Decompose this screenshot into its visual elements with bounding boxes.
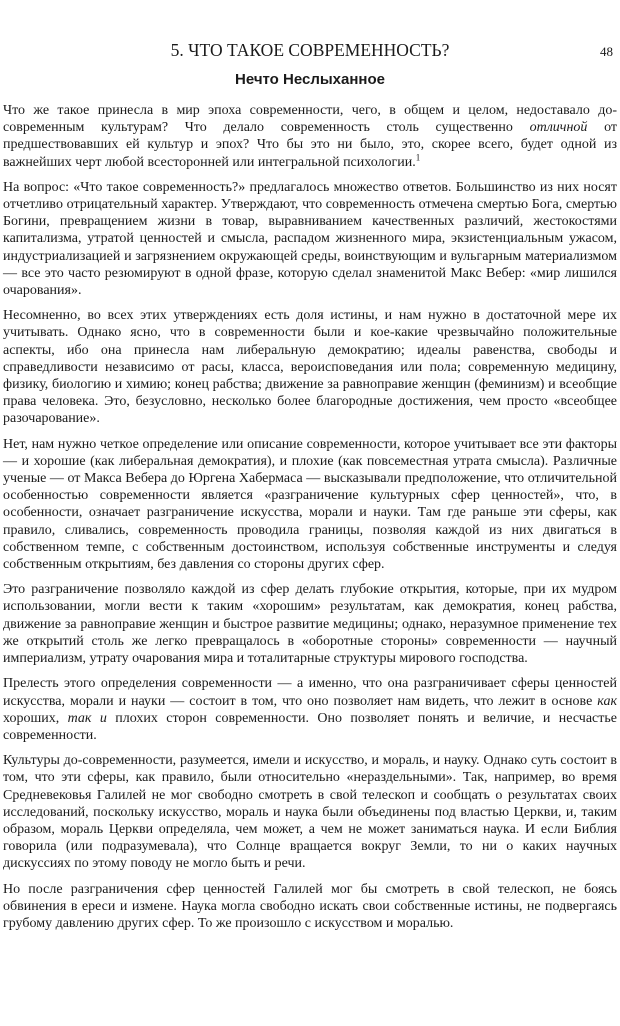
paragraph xyxy=(3,881,617,933)
paragraph xyxy=(3,581,617,667)
text-run: Это разграничение позволяло каждой из сфер делать глубокие открытия, которые, при их мудром использовании, могли вести к таким «хорошим» результатам, как демократия, конец рабства, движение за равноправие женщин и быстрое развитие медицины; однако, неразумное применение тех же открытий столь же легко превращалось в «оборотные стороны» современности — научный империализм, утрату очарования мира и тоталитарные структуры мирового господства. xyxy=(3,582,617,667)
paragraph xyxy=(3,102,617,171)
paragraph xyxy=(3,436,617,574)
footnote-marker: 1 xyxy=(415,151,421,162)
text-run: Что же такое принесла в мир эпоха современности, чего, в общем и целом, недоставало до-современным культурам? Что делало современность столь существенно xyxy=(3,103,617,136)
page-number: 48 xyxy=(600,44,613,59)
document-page xyxy=(0,40,620,1026)
italic-run: так и xyxy=(67,710,107,726)
section-title: Нечто Неслыханное xyxy=(235,71,385,88)
text-run: хороших, xyxy=(3,710,68,726)
paragraph xyxy=(3,307,617,427)
paragraph xyxy=(3,179,617,299)
text-run: плохих сторон современности. Оно позволяет понять и величие, и несчастье современности. xyxy=(3,710,617,743)
italic-run: отличной xyxy=(529,120,588,136)
text-run: На вопрос: «Что такое современность?» предлагалось множество ответов. Большинство из них носят отчетливо отрицательный характер. Утверждают, что современность отмечена смертью Бога, смертью Богини, превращением жизни в товар, выравниванием качественных различий, жестокостями капитализма, утратой ценностей и смысла, распадом жизненного мира, экзистенциальным ужасом, индустриализацией и загрязнением окружающей среды, воинствующим и вульгарным материализмом — все это часто резюмируют в одной фразе, которую сделал знаменитой Макс Вебер: «мир лишился очарования». xyxy=(3,179,617,299)
text-run: Но после разграничения сфер ценностей Галилей мог бы смотреть в свой телескоп, не боясь обвинения в ереси и измене. Наука могла свободно искать свои собственные истины, не подвергаясь грубому давлению других сфер. То же произошло с искусством и моралью. xyxy=(3,881,617,931)
text-run: Прелесть этого определения современности — а именно, что она разграничивает сферы ценностей искусства, морали и науки — состоит в том, что оно позволяет нам видеть, что лежит в основе xyxy=(3,676,617,709)
paragraph xyxy=(3,752,617,872)
paragraph xyxy=(3,675,617,744)
chapter-title: 5. ЧТО ТАКОЕ СОВРЕМЕННОСТЬ? xyxy=(170,40,450,60)
text-run: от предшествовавших ей культур и эпох? Что бы это ни было, это, скорее всего, будет одной из важнейших черт любой всесторонней или интегральной психологии. xyxy=(3,120,618,170)
text-run: Нет, нам нужно четкое определение или описание современности, которое учитывает все эти факторы — и хорошие (как либеральная демократия), и плохие (как повсеместная утрата смысла). Различные ученые — от Макса Вебера до Юргена Хабермаса — высказывали предположение, что отличительной особенностью современности является «разграничение культурных сфер ценностей», что, в особенности, означает разграничение искусства, морали и науки. Там где раньше эти сферы, как правило, сливались, современность проводила границы, позволяя каждой из них двигаться в собственном темпе, с собственным достоинством, используя собственные инструменты и следуя собственным открытиям, без давления со стороны других сфер. xyxy=(3,436,617,573)
paragraphs-container xyxy=(3,102,617,932)
book-page xyxy=(0,40,620,1026)
text-run: Культуры до-современности, разумеется, имели и искусство, и мораль, и науку. Однако суть состоит в том, что эти сферы, как правило, были относительно «нераздельными». Так, например, во время Средневековья Галилей не мог свободно смотреть в свой телескоп и сообщать о результатах своих исследований, поскольку искусство, мораль и наука были объединены под властью Церкви, и, таким образом, мораль Церкви определяла, чем может, а чем не может заниматься наука. И если Библия говорила (или подразумевала), что Солнце вращается вокруг Земли, то ни о каких научных дискуссиях по этому поводу не могло быть и речи. xyxy=(3,753,617,872)
text-run: Несомненно, во всех этих утверждениях есть доля истины, и нам нужно в достаточной мере их учитывать. Однако ясно, что в современности были и кое-какие чрезвычайно положительные аспекты, ибо она принесла нам либеральную демократию; идеалы равенства, свободы и справедливости независимо от расы, класса, вероисповедания или пола; современную медицину, физику, биологию и химию; конец рабства; движение за равноправие женщин (феминизм) и всеобщие права человека. Это, безусловно, несколько более благородные достижения, чем просто «всеобщее разочарование». xyxy=(3,308,617,427)
italic-run: как xyxy=(597,693,617,709)
